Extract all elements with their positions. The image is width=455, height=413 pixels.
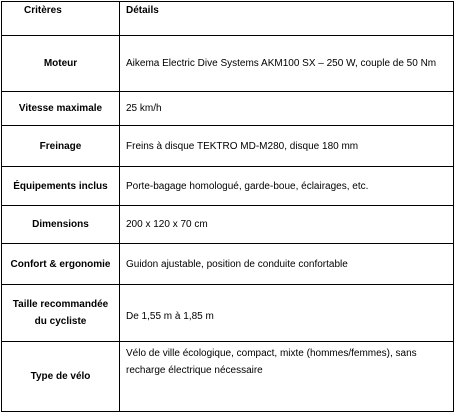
row-label: Vitesse maximale	[2, 92, 120, 126]
specifications-table	[1, 1, 454, 412]
table-row	[2, 92, 454, 126]
row-value: 200 x 120 x 70 cm	[120, 206, 454, 244]
table-row	[2, 342, 454, 412]
row-label: Confort & ergonomie	[2, 244, 120, 285]
header-criteres: Critères	[2, 2, 120, 36]
row-value: Vélo de ville écologique, compact, mixte (hommes/femmes), sans recharge électrique nécessaire	[120, 342, 454, 412]
row-label: Dimensions	[2, 206, 120, 244]
table-row	[2, 167, 454, 206]
row-label: Type de vélo	[2, 342, 120, 412]
header-details: Détails	[120, 2, 454, 36]
row-value: 25 km/h	[120, 92, 454, 126]
row-value: Guidon ajustable, position de conduite confortable	[120, 244, 454, 285]
table-row	[2, 206, 454, 244]
row-label: Freinage	[2, 126, 120, 167]
row-value: Porte-bagage homologué, garde-boue, éclairages, etc.	[120, 167, 454, 206]
table-header-row	[2, 2, 454, 36]
row-value: Aikema Electric Dive Systems AKM100 SX – 250 W, couple de 50 Nm	[120, 36, 454, 92]
table-row	[2, 126, 454, 167]
row-label: Équipements inclus	[2, 167, 120, 206]
row-value: Freins à disque TEKTRO MD-M280, disque 180 mm	[120, 126, 454, 167]
row-value: De 1,55 m à 1,85 m	[120, 285, 454, 342]
table-row	[2, 36, 454, 92]
row-label: Taille recommandée du cycliste	[2, 285, 120, 342]
table-row	[2, 285, 454, 342]
row-label: Moteur	[2, 36, 120, 92]
table-row	[2, 244, 454, 285]
